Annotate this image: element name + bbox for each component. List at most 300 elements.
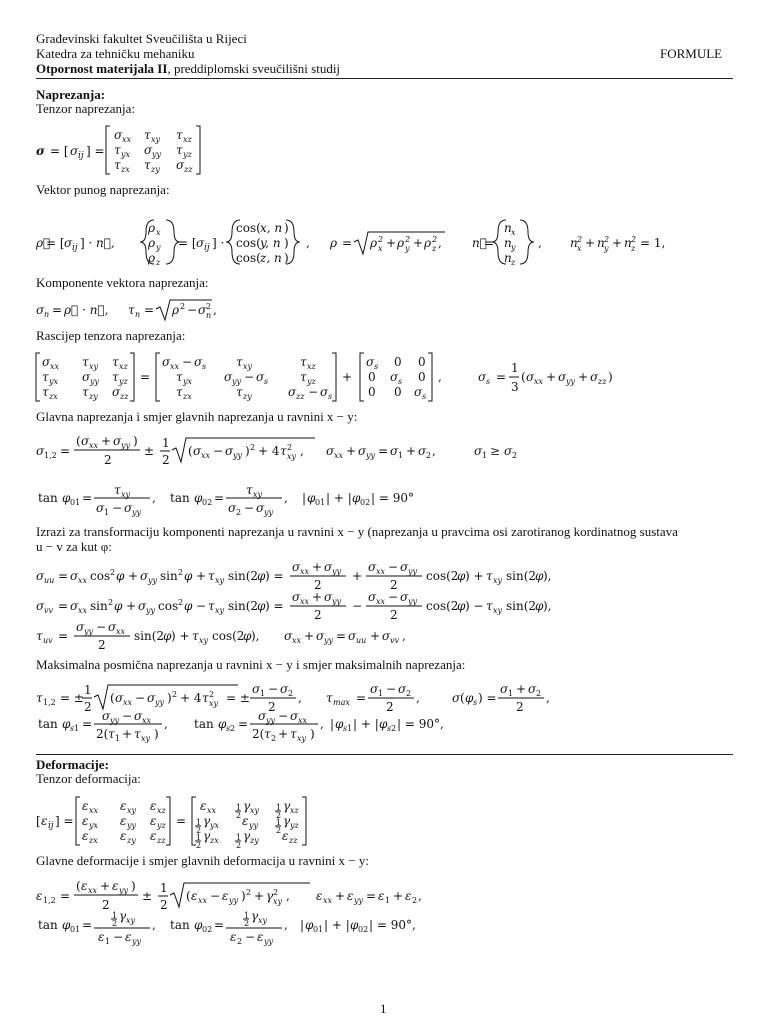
svg-text:zz: zz [598,377,607,386]
svg-text:(: ( [186,889,191,903]
svg-text:ij: ij [72,243,78,253]
svg-text:| = 90°,: | = 90°, [397,717,444,731]
svg-text:xy: xy [126,916,136,925]
svg-text:φ: φ [535,599,544,613]
svg-text:yy: yy [132,508,142,517]
svg-text:(: ( [76,434,81,448]
svg-text:σ: σ [224,370,233,384]
svg-text:ε: ε [347,889,354,903]
svg-text:σ: σ [76,620,85,634]
svg-text:) +: ) + [171,629,190,643]
svg-text:=: = [496,370,507,384]
svg-text:x: x [156,228,161,237]
svg-text:,: , [306,236,310,250]
svg-text:2: 2 [209,690,215,699]
svg-text:σ: σ [36,444,45,458]
svg-text:φ: φ [62,491,71,505]
svg-text:(: ( [76,879,81,893]
svg-text:ε: ε [81,879,88,893]
svg-text:2: 2 [314,608,322,622]
svg-text:σ: σ [114,128,123,142]
stress-tensor-label: Tenzor naprezanja: [36,101,136,116]
svg-text:xx: xx [89,806,99,815]
svg-text:| + |: | + | [353,717,379,731]
svg-text:xy: xy [493,606,503,615]
svg-text:2: 2 [98,638,106,652]
svg-text:−: − [213,444,224,458]
svg-text:3: 3 [511,380,519,394]
svg-text:01: 01 [70,925,81,934]
svg-text:xz: xz [290,806,299,815]
svg-text:uv: uv [43,636,53,645]
svg-text:yy: yy [566,377,576,386]
svg-text:1: 1 [74,724,80,733]
svg-text:σ: σ [176,158,185,172]
svg-text:+: + [122,727,133,741]
svg-text:cos(2: cos(2 [426,569,459,583]
svg-text:=: = [82,918,93,932]
svg-text:σ: σ [368,560,377,574]
svg-text:=: = [58,599,69,613]
svg-text:−: − [187,303,198,317]
svg-text:2: 2 [314,578,322,592]
svg-text:γ: γ [283,814,291,828]
svg-text:xx: xx [123,698,133,707]
svg-text:ρ: ρ [370,236,378,250]
svg-text:−: − [244,370,255,384]
svg-text:s: s [473,698,478,707]
svg-text:xx: xx [78,606,88,615]
svg-text:2: 2 [271,734,277,743]
svg-text:ε: ε [230,930,237,944]
svg-text:+: + [352,569,363,583]
svg-text:n: n [504,251,512,265]
svg-text:σ: σ [36,144,45,158]
svg-text:σ: σ [225,444,234,458]
svg-text:xx: xx [300,597,310,606]
svg-text:1: 1 [196,833,202,842]
svg-text:,: , [416,691,420,705]
course-title: Otpornost materijala II [36,61,168,76]
svg-text:σ: σ [198,303,207,317]
svg-text:φ: φ [257,599,266,613]
svg-text:xx: xx [88,886,98,895]
svg-text:n: n [597,236,605,250]
svg-text:τ: τ [176,128,183,142]
svg-text:xy: xy [250,806,260,815]
svg-text:τ: τ [144,128,151,142]
svg-text:xy: xy [141,734,151,743]
svg-text:| = 90°,: | = 90°, [369,918,416,932]
svg-text:= ±: = ± [226,691,250,705]
svg-text:=: = [238,717,249,731]
svg-text:σ: σ [252,682,261,696]
svg-text:=: = [52,303,63,317]
svg-text:−: − [268,682,279,696]
svg-text:] ·: ] · [212,236,225,250]
svg-text:1: 1 [276,818,282,827]
svg-text:(: ( [521,370,526,384]
stress-vector-formula [30,214,740,270]
svg-text:zy: zy [89,392,98,401]
svg-text:yx: yx [121,150,131,159]
svg-text:zx: zx [210,836,219,845]
svg-text:σ: σ [382,629,391,643]
svg-text:xx: xx [376,567,386,576]
svg-text:,: , [164,717,168,731]
svg-text:sin: sin [90,599,108,613]
svg-text:=: = [378,444,389,458]
svg-text:y: y [156,243,161,252]
svg-text:xy: xy [493,576,503,585]
svg-text:γ: γ [203,814,211,828]
svg-text:2: 2 [287,443,293,452]
svg-text:2: 2 [268,700,276,714]
svg-text:τ: τ [144,158,151,172]
svg-text:xx: xx [116,627,126,636]
svg-text:+: + [312,560,323,574]
svg-text:yy: yy [152,150,162,159]
svg-text:= ±: = ± [60,691,84,705]
svg-text:+: + [585,236,596,250]
svg-text:φ: φ [243,629,252,643]
svg-text:σ: σ [370,682,379,696]
svg-text:1: 1 [244,911,250,920]
svg-text:+: + [304,629,315,643]
svg-text:σ: σ [400,590,409,604]
svg-text:+: + [101,434,112,448]
svg-text:2: 2 [196,826,202,835]
svg-text:σ: σ [112,385,121,399]
svg-text:yy: yy [229,896,239,905]
svg-text:τ: τ [176,370,183,384]
svg-text:ij: ij [204,243,210,253]
svg-text:01: 01 [70,498,81,507]
principal-strain-label: Glavne deformacije i smjer glavnih deformacija u ravnini x − y: [36,853,369,868]
svg-text:xx: xx [298,716,308,725]
svg-text:+: + [100,879,111,893]
svg-text:) −: ) − [465,599,484,613]
svg-text:xy: xy [287,452,297,461]
svg-text:1: 1 [378,689,384,698]
svg-text:,: , [284,491,288,505]
svg-text:yz: yz [183,150,192,159]
svg-text:σ: σ [138,599,147,613]
svg-text:): ) [133,434,138,448]
svg-text:xy: xy [121,490,131,499]
svg-text:=: = [60,889,71,903]
section-rule [36,754,733,755]
svg-text:τ: τ [202,691,209,705]
svg-text:+: + [346,444,357,458]
svg-text:sin: sin [160,569,178,583]
svg-text:ρ: ρ [397,236,405,250]
svg-text:n: n [504,221,512,235]
svg-text:φ: φ [184,599,193,613]
svg-text:φ: φ [535,569,544,583]
svg-text:xx: xx [78,576,88,585]
svg-text:y: y [604,244,609,253]
svg-text:ε: ε [191,889,198,903]
svg-text:2: 2 [405,235,411,244]
svg-text:1,2: 1,2 [43,896,56,905]
svg-text:,: , [298,691,302,705]
svg-text:sin(2: sin(2 [228,599,259,613]
svg-text:2: 2 [276,811,282,820]
svg-text:2: 2 [246,888,252,897]
svg-text:2: 2 [250,443,256,452]
svg-text:ε: ε [98,930,105,944]
svg-text:vv: vv [390,636,400,645]
stress-components-formula [30,296,270,324]
svg-text:x: x [577,244,582,253]
svg-text:01: 01 [313,925,324,934]
svg-text:+: + [516,682,527,696]
svg-text:2: 2 [172,690,178,699]
svg-text:xx: xx [142,716,152,725]
svg-text:σ: σ [144,143,153,157]
svg-text:02: 02 [360,498,371,507]
svg-text:2: 2 [178,568,184,577]
svg-text:yy: yy [266,716,276,725]
svg-text:z: z [631,244,636,253]
svg-text:xz: xz [307,362,316,371]
svg-text:1: 1 [115,734,121,743]
svg-text:σ: σ [478,370,487,384]
svg-text:): ) [241,889,246,903]
svg-text:[: [ [36,814,41,828]
svg-text:σ: σ [36,599,45,613]
svg-text:0: 0 [368,370,376,384]
svg-text:σ: σ [316,629,325,643]
svg-text:yy: yy [110,716,120,725]
svg-text:): ) [245,444,250,458]
svg-text:s: s [202,362,207,371]
svg-text:zy: zy [151,165,160,174]
svg-text:2: 2 [536,689,542,698]
svg-text:tan: tan [194,717,214,731]
svg-text:n: n [504,236,512,250]
svg-text:2: 2 [512,451,518,460]
svg-text:σ: σ [558,370,567,384]
svg-text:yy: yy [232,377,242,386]
course-line [36,61,340,77]
svg-text:−: − [210,889,221,903]
svg-text:τ: τ [300,355,307,369]
svg-text:1: 1 [482,451,488,460]
svg-text:σ: σ [64,236,73,250]
svg-text:ij: ij [78,151,84,161]
svg-text:s: s [70,724,75,733]
svg-text:1: 1 [196,818,202,827]
svg-text:σ: σ [326,444,335,458]
svg-text:τ: τ [246,483,253,497]
svg-text:xx: xx [198,896,208,905]
svg-text:ε: ε [125,930,132,944]
svg-text:1: 1 [511,361,519,375]
svg-text:=: = [60,444,71,458]
svg-text:] =: ] = [86,144,105,158]
svg-text:yy: yy [249,821,259,830]
svg-text:σ: σ [194,355,203,369]
svg-text:σ: σ [162,355,171,369]
svg-text:σ: σ [258,709,267,723]
svg-text:ij: ij [48,821,54,831]
strain-tensor-formula [30,794,350,848]
svg-text:): ) [608,370,613,384]
svg-text:+: + [370,629,381,643]
svg-text:2(: 2( [252,727,265,741]
svg-text:σ: σ [140,569,149,583]
svg-text:) =: ) = [478,691,497,705]
principal-stress-formula [30,430,740,470]
svg-text:−: − [388,590,399,604]
svg-text:φ: φ [305,918,314,932]
svg-text:z: z [511,258,516,267]
svg-text:0: 0 [394,385,402,399]
svg-text:yz: yz [119,377,128,386]
svg-text:+: + [393,889,404,903]
svg-text:|: | [300,918,305,932]
svg-text:−: − [244,501,255,515]
svg-text:ε: ε [222,889,229,903]
svg-text:yy: yy [264,508,274,517]
svg-text:σ: σ [368,590,377,604]
svg-text:+: + [546,370,557,384]
svg-text:cos(2: cos(2 [212,629,245,643]
svg-text:z: z [432,244,437,253]
svg-text:=: = [484,236,495,250]
svg-text:σ: σ [290,709,299,723]
svg-text:+: + [126,599,137,613]
svg-text:xy: xy [215,576,225,585]
svg-text:ε: ε [150,829,157,843]
svg-text:xy: xy [89,362,99,371]
svg-text:02: 02 [202,498,213,507]
svg-text:yy: yy [127,821,137,830]
svg-text:(: ( [110,691,115,705]
svg-text:),: ), [251,629,260,643]
svg-text:ε: ε [257,930,264,944]
svg-text:σ: σ [390,370,399,384]
svg-text:τ: τ [176,143,183,157]
svg-text:x: x [511,228,516,237]
svg-text:s: s [264,377,269,386]
svg-text:,: , [152,491,156,505]
svg-text:yy: yy [324,636,334,645]
svg-text:ρ⃗: ρ⃗ [36,236,51,250]
svg-text:γ: γ [119,909,127,923]
faculty-name: Građevinski fakultet Sveučilišta u Rijeci [36,31,247,46]
svg-text:σ: σ [324,560,333,574]
document-type: FORMULE [660,46,723,61]
svg-text:sin(2: sin(2 [228,569,259,583]
svg-text:ε: ε [120,799,127,813]
svg-text:) =: ) = [265,599,284,613]
svg-text:xz: xz [183,135,192,144]
svg-text:zx: zx [183,392,192,401]
svg-text:sin(2: sin(2 [506,569,537,583]
svg-text:,: , [402,629,406,643]
svg-text:yy: yy [146,606,156,615]
svg-text:−: − [308,385,319,399]
svg-text:01: 01 [315,498,326,507]
svg-text:τ: τ [236,385,243,399]
svg-text:2: 2 [236,811,242,820]
svg-text:+: + [578,370,589,384]
svg-text:1: 1 [112,911,118,920]
svg-text:τ: τ [108,727,115,741]
svg-text:xy: xy [297,734,307,743]
strain-tensor-label: Tenzor deformacija: [36,771,141,786]
svg-text:xz: xz [157,806,166,815]
svg-text:xy: xy [199,636,209,645]
svg-text:tan: tan [38,717,58,731]
svg-text:γ: γ [243,829,251,843]
svg-text:−: − [122,709,133,723]
svg-text:σ: σ [256,370,265,384]
svg-text:2: 2 [162,453,170,467]
svg-text:τ: τ [42,370,49,384]
svg-text:2: 2 [108,598,114,607]
svg-text:yy: yy [408,567,418,576]
svg-text:τ: τ [280,444,287,458]
svg-text:σ: σ [124,501,133,515]
svg-text:s: s [328,392,333,401]
svg-text:uu: uu [356,636,367,645]
max-shear-formulas [30,678,750,748]
svg-text:=: = [58,569,69,583]
svg-text:|: | [302,491,307,505]
svg-text:−: − [388,560,399,574]
svg-text:y, n: y, n [260,236,281,250]
svg-text:yz: yz [307,377,316,386]
svg-text:=: = [366,889,377,903]
svg-text:1: 1 [276,803,282,812]
svg-text:2: 2 [102,898,110,912]
svg-text:=: = [144,303,155,317]
svg-text:ε: ε [41,814,48,828]
svg-text:φ: φ [257,569,266,583]
stress-vector-label: Vektor punog naprezanja: [36,182,170,197]
svg-text:−: − [386,682,397,696]
svg-text:φ: φ [116,569,125,583]
svg-text:τ: τ [36,691,43,705]
svg-text:σ: σ [70,599,79,613]
svg-text:φ: φ [163,629,172,643]
max-shear-label: Maksimalna posmična naprezanja u ravnini x − y i smjer maksimalnih naprezanja: [36,657,466,672]
svg-text:+: + [342,370,353,384]
svg-text:n⃗: n⃗ [472,236,487,250]
svg-text:≥: ≥ [490,444,501,458]
svg-text:σ: σ [113,434,122,448]
svg-text:φ: φ [350,918,359,932]
svg-text:vv: vv [44,606,54,615]
svg-text:σ: σ [400,560,409,574]
svg-text:,: , [320,717,324,731]
svg-text:2: 2 [112,919,118,928]
header-rule [36,78,733,79]
svg-text:xy: xy [127,806,137,815]
svg-text:2: 2 [386,700,394,714]
svg-text:φ: φ [194,491,203,505]
svg-text:σ: σ [228,501,237,515]
svg-text:02: 02 [358,925,369,934]
svg-text:2: 2 [236,508,242,517]
svg-text:σ: σ [418,444,427,458]
svg-text:2(: 2( [96,727,109,741]
svg-text:tan: tan [170,918,190,932]
